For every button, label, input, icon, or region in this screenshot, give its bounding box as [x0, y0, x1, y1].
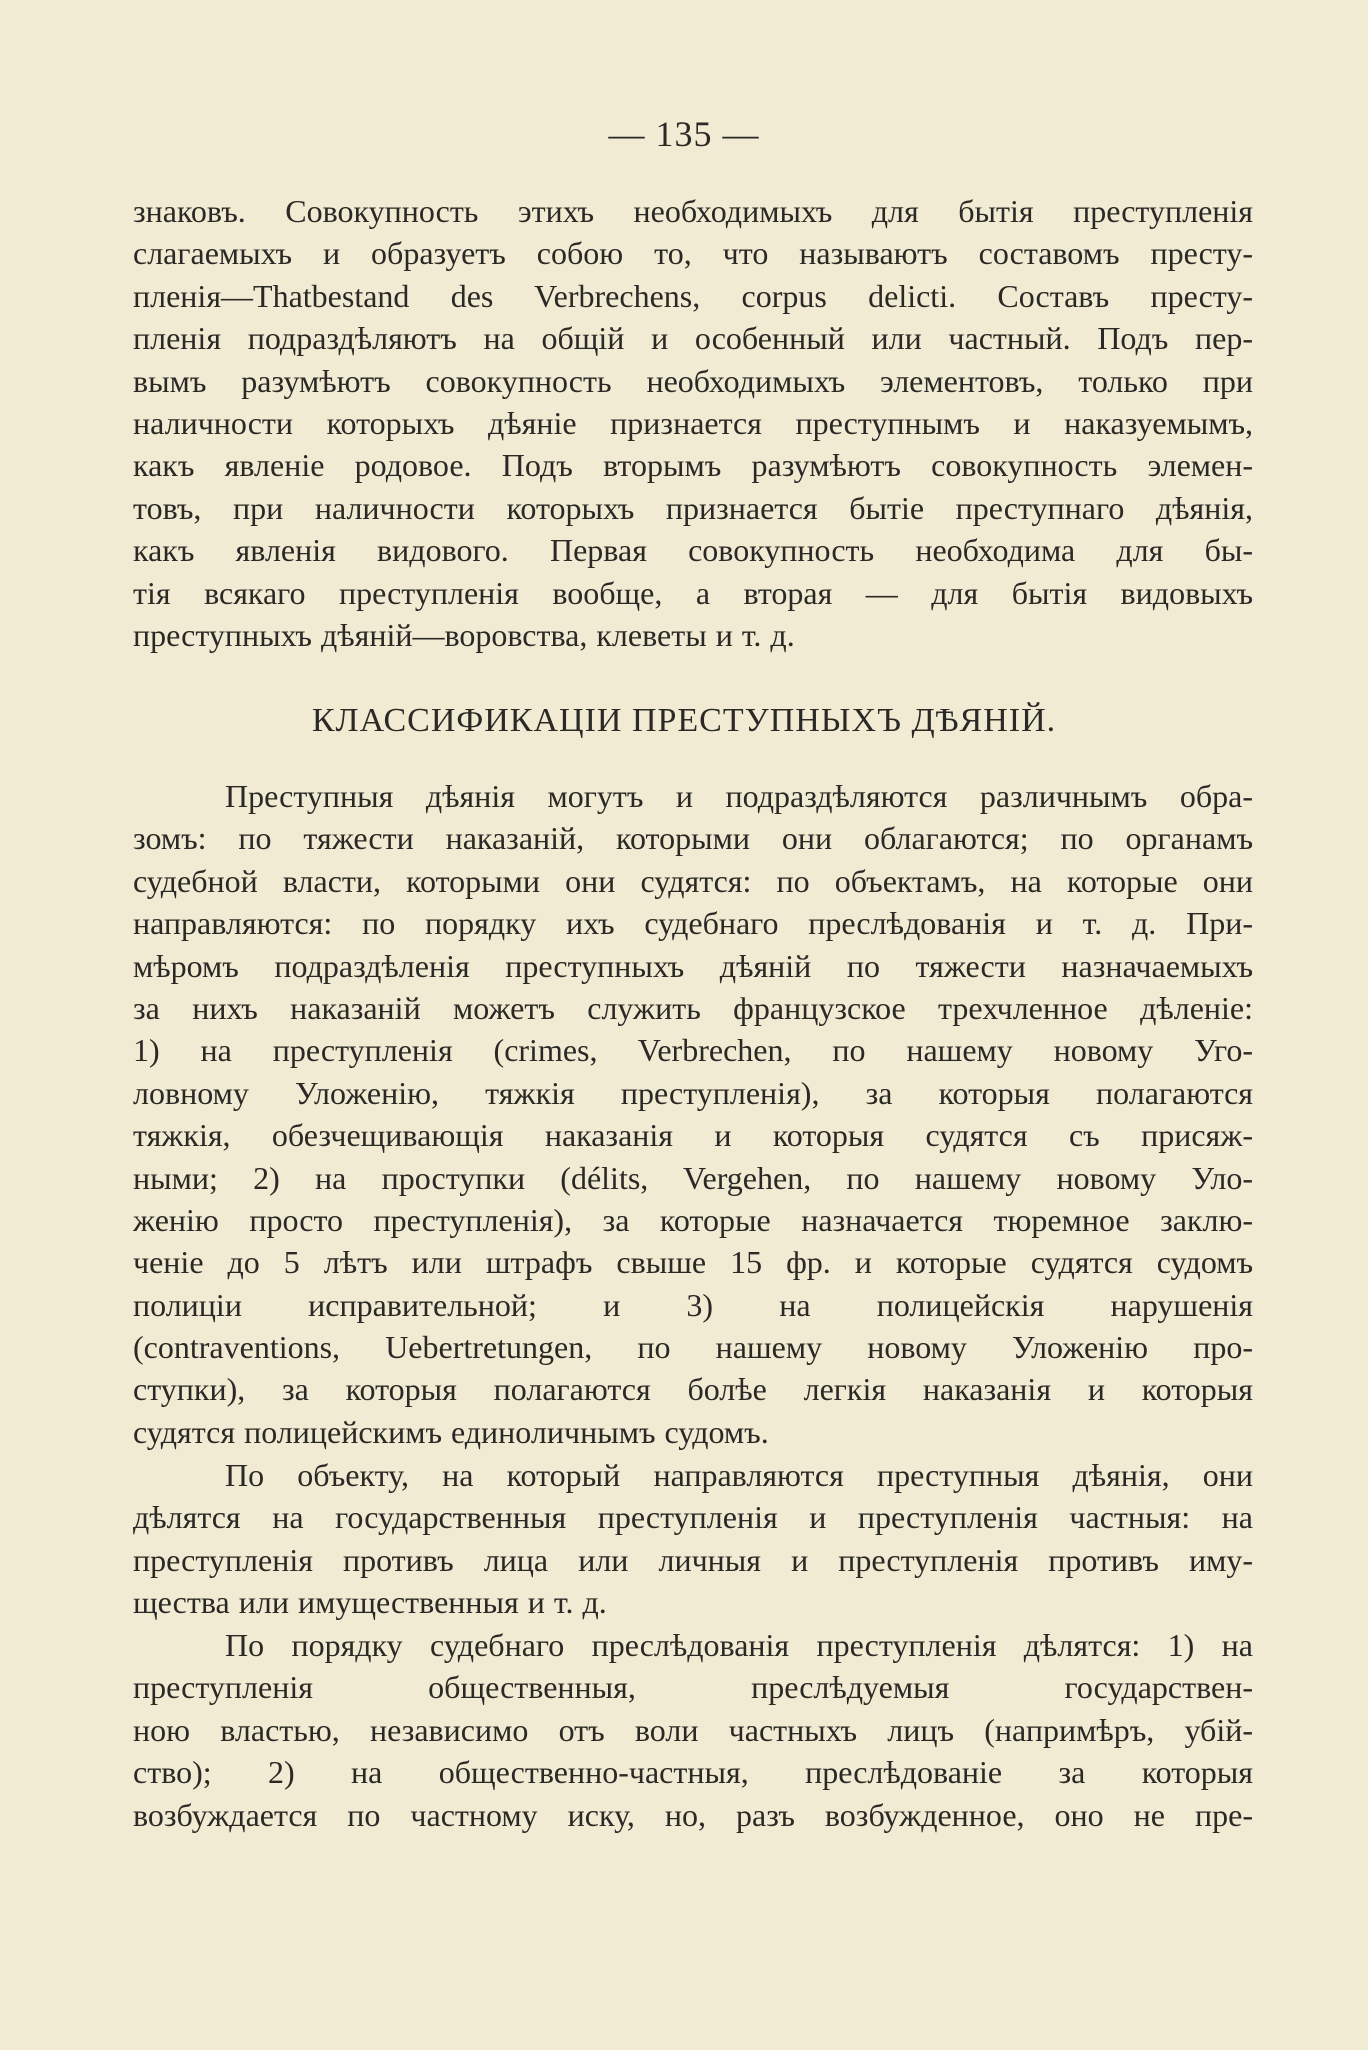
text-line: 1) на преступленія (crimes, Verbrechen, по нашему новому Уго- — [133, 1032, 1253, 1069]
text-line: возбуждается по частному иску, но, разъ возбужденное, оно не пре- — [133, 1796, 1253, 1833]
text-line: за нихъ наказаній можетъ служить французское трехчленное дѣленіе: — [133, 989, 1253, 1026]
text-line: полиціи исправительной; и 3) на полицейскія нарушенія — [133, 1286, 1253, 1323]
text-line: ство); 2) на общественно-частныя, преслѣдованіе за которыя — [133, 1754, 1253, 1791]
text-line: знаковъ. Совокупность этихъ необходимыхъ для бытія преступленія — [133, 193, 1253, 229]
text-line: щества или имущественныя и т. д. — [133, 1584, 607, 1621]
text-line: преступленія противъ лица или личныя и преступленія противъ иму- — [133, 1541, 1253, 1578]
page-number: — 135 — — [608, 114, 760, 154]
paragraph-by-object — [133, 1454, 1253, 1624]
text-line: ными; 2) на проступки (délits, Vergehen, по нашему новому Уло- — [133, 1159, 1253, 1196]
text-line: По объекту, на который направляются преступныя дѣянія, они — [225, 1457, 1253, 1493]
text-line: мѣромъ подраздѣленія преступныхъ дѣяній по тяжести назначаемыхъ — [133, 947, 1253, 984]
section-heading: КЛАССИФИКАЦІИ ПРЕСТУПНЫХЪ ДѢЯНІЙ. — [311, 702, 1057, 739]
text-line: ною властью, независимо отъ воли частныхъ лицъ (напримѣръ, убій- — [133, 1711, 1253, 1748]
text-line: преступныхъ дѣяній—воровства, клеветы и т. д. — [133, 616, 795, 653]
text-line: тяжкія, обезчещивающія наказанія и которыя судятся съ присяж- — [133, 1117, 1253, 1154]
text-line: пленія—Thatbestand des Verbrechens, corpus delicti. Составъ престу- — [133, 277, 1253, 314]
text-line: какъ явленія видового. Первая совокупность необходима для бы- — [133, 532, 1253, 569]
text-line: Преступныя дѣянія могутъ и подраздѣляются различнымъ обра- — [225, 778, 1253, 814]
text-line: товъ, при наличности которыхъ признается бытіе преступнаго дѣянія, — [133, 489, 1253, 526]
paragraph-composition — [133, 190, 1253, 656]
text-line: пленія подраздѣляютъ на общій и особенный или частный. Подъ пер- — [133, 320, 1253, 357]
text-line: судебной власти, которыми они судятся: по объектамъ, на которые они — [133, 862, 1253, 899]
text-line: судятся полицейскимъ единоличнымъ судомъ. — [133, 1413, 769, 1450]
text-line: ловному Уложенію, тяжкія преступленія), за которыя полагаются — [133, 1074, 1253, 1111]
text-line: ченіе до 5 лѣтъ или штрафъ свыше 15 фр. и которые судятся судомъ — [133, 1244, 1253, 1281]
paragraph-classification — [133, 775, 1253, 1453]
text-line: женію просто преступленія), за которые назначается тюремное заклю- — [133, 1201, 1253, 1238]
text-line: наличности которыхъ дѣяніе признается преступнымъ и наказуемымъ, — [133, 404, 1253, 441]
text-line: направляются: по порядку ихъ судебнаго преслѣдованія и т. д. При- — [133, 905, 1253, 942]
text-line: По порядку судебнаго преслѣдованія преступленія дѣлятся: 1) на — [225, 1627, 1253, 1663]
text-line: вымъ разумѣютъ совокупность необходимыхъ элементовъ, только при — [133, 362, 1253, 399]
text-line: (contraventions, Uebertretungen, по нашему новому Уложенію про- — [133, 1329, 1253, 1366]
text-line: слагаемыхъ и образуетъ собою то, что называютъ составомъ престу- — [133, 235, 1253, 272]
text-line: дѣлятся на государственныя преступленія и преступленія частныя: на — [133, 1499, 1253, 1536]
paragraph-by-prosecution — [133, 1624, 1253, 1836]
text-line: ступки), за которыя полагаются болѣе легкія наказанія и которыя — [133, 1371, 1253, 1408]
text-line: зомъ: по тяжести наказаній, которыми они облагаются; по органамъ — [133, 820, 1253, 857]
text-line: какъ явленіе родовое. Подъ вторымъ разумѣютъ совокупность элемен- — [133, 447, 1253, 484]
text-line: преступленія общественныя, преслѣдуемыя государствен- — [133, 1669, 1253, 1706]
text-line: тія всякаго преступленія вообще, а вторая — для бытія видовыхъ — [133, 574, 1253, 611]
